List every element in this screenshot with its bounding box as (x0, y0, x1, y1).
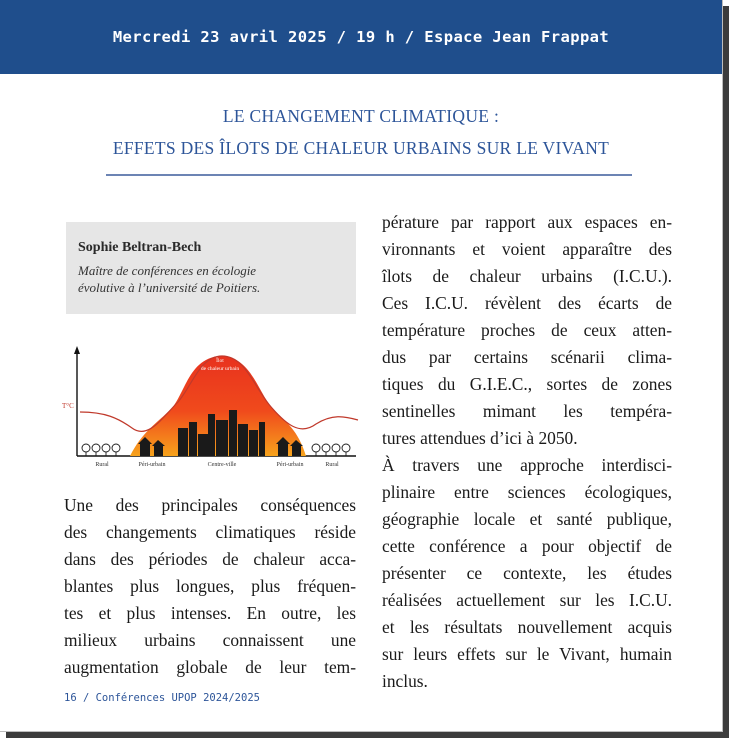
title-divider (106, 174, 632, 176)
peak-label-line-2: de chaleur urbain (200, 366, 240, 372)
body-line: tiques du G.I.E.C., sortes de zones (382, 374, 672, 394)
zone-label-rural-right: Rural (325, 462, 339, 468)
body-line: inclus. (382, 671, 428, 691)
body-line: des changements climatiques réside (64, 522, 356, 542)
zone-label-periurban-right: Péri-urbain (276, 462, 304, 468)
body-line: présenter ce contexte, les études (382, 563, 672, 583)
speaker-role (78, 262, 348, 296)
lecture-title-line-2: EFFETS DES ÎLOTS DE CHALEUR URBAINS SUR LE VIVANT (112, 138, 610, 158)
zone-label-periurban-left: Péri-urbain (138, 462, 166, 468)
speaker-box (66, 222, 356, 314)
body-line: géographie locale et santé publique, (382, 509, 672, 529)
body-line: vironnants et voient apparaître des (382, 239, 672, 259)
body-line: tures attendues d’ici à 2050. (382, 428, 578, 448)
urban-heat-island-diagram (60, 344, 360, 474)
body-text-right-column (382, 209, 672, 695)
speaker-name: Sophie Beltran-Bech (78, 240, 202, 255)
body-line: cette conférence a pour objectif de (382, 536, 672, 556)
body-line: augmentation globale de leur tem- (64, 657, 356, 677)
body-line: réalisées actuellement sur les I.C.U. (382, 590, 672, 610)
temperature-label: T°C (62, 402, 74, 410)
lecture-title-line-1: LE CHANGEMENT CLIMATIQUE : (222, 106, 500, 126)
body-line: sentinelles mimant les tempéra- (382, 401, 672, 421)
body-line: température proches de ceux atten- (382, 320, 672, 340)
body-line: et les résultats nouvellement acquis (382, 617, 672, 637)
page-footer: 16 / Conférences UPOP 2024/2025 (64, 692, 260, 704)
body-line: À travers une approche interdisci- (382, 455, 672, 475)
body-line: Une des principales conséquences (64, 495, 356, 515)
body-text-left-column (64, 492, 356, 681)
body-line: sur leurs effets sur le Vivant, humain (382, 644, 672, 664)
body-line: îlots de chaleur urbains (I.C.U.). (382, 266, 672, 286)
body-line: blantes plus longues, plus fréquen- (64, 576, 356, 596)
speaker-role-line-1: Maître de conférences en écologie (78, 263, 257, 278)
body-line: dans des périodes de chaleur acca- (64, 549, 356, 569)
body-line: pérature par rapport aux espaces en- (382, 212, 672, 232)
event-header-band (0, 0, 722, 74)
event-date-location: Mercredi 23 avril 2025 / 19 h / Espace Jean Frappat (112, 28, 610, 46)
speaker-role-line-2: évolutive à l’université de Poitiers. (78, 280, 261, 295)
zone-label-rural-left: Rural (95, 462, 109, 468)
body-line: dus par certains scénarii clima- (382, 347, 672, 367)
zone-label-city-center: Centre-ville (207, 462, 237, 468)
y-axis-arrow-icon (74, 346, 80, 354)
body-line: plinaire entre sciences écologiques, (382, 482, 672, 502)
body-line: milieux urbains connaissent une (64, 630, 356, 650)
body-line: tes et plus intenses. En outre, les (64, 603, 356, 623)
peak-label-line-1: Îlot (216, 358, 224, 364)
body-line: Ces I.C.U. révèlent des écarts de (382, 293, 672, 313)
